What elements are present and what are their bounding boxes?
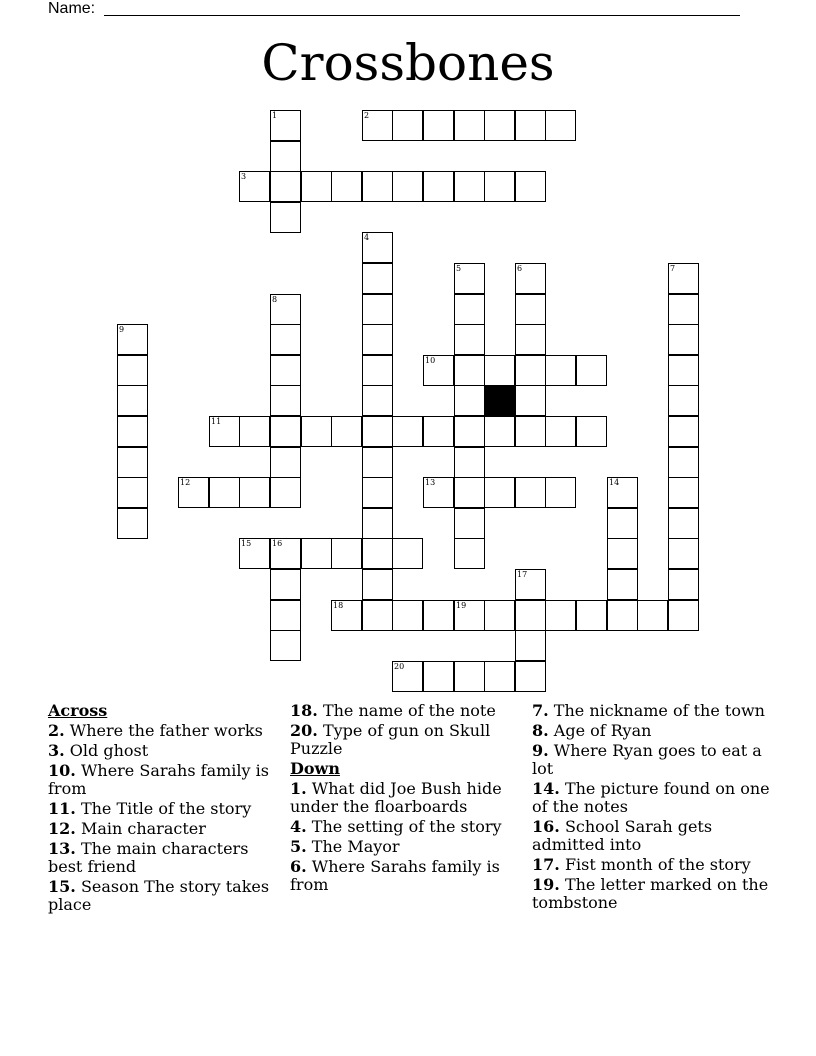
clue-number-7: 7	[670, 264, 676, 273]
grid-cell[interactable]	[392, 171, 423, 202]
grid-cell[interactable]	[545, 355, 576, 386]
clue-across-20: 20. Type of gun on Skull Puzzle	[290, 721, 491, 758]
grid-cell[interactable]	[239, 477, 270, 508]
grid-cell[interactable]	[117, 385, 148, 416]
grid-cell[interactable]	[454, 355, 485, 386]
grid-cell[interactable]	[362, 477, 393, 508]
clue-number-15: 15	[241, 539, 252, 548]
grid-cell[interactable]	[270, 171, 301, 202]
grid-cell[interactable]	[270, 447, 301, 478]
grid-cell[interactable]	[668, 477, 699, 508]
clue-number-13: 13	[425, 478, 436, 487]
grid-cell[interactable]	[362, 416, 393, 447]
clue-number-4: 4	[364, 233, 370, 242]
grid-cell[interactable]	[117, 324, 148, 355]
grid-cell[interactable]	[545, 110, 576, 141]
grid-cell[interactable]	[668, 569, 699, 600]
grid-cell[interactable]	[454, 447, 485, 478]
grid-cell[interactable]	[362, 324, 393, 355]
grid-cell[interactable]	[454, 416, 485, 447]
grid-cell[interactable]	[362, 110, 393, 141]
clue-number-9: 9	[119, 325, 125, 334]
grid-cell[interactable]	[515, 324, 546, 355]
grid-cell[interactable]	[454, 110, 485, 141]
clue-across-15: 15. Season The story takes place	[48, 877, 270, 914]
clue-number-2: 2	[364, 111, 370, 120]
clue-across-11: 11. The Title of the story	[48, 799, 252, 818]
page-title: Crossbones	[261, 34, 555, 92]
grid-cell[interactable]	[668, 416, 699, 447]
grid-cell[interactable]	[117, 355, 148, 386]
grid-cell[interactable]	[331, 538, 362, 569]
clue-number-16: 16	[272, 539, 283, 548]
clue-across-18: 18. The name of the note	[290, 701, 496, 720]
grid-cell[interactable]	[576, 600, 607, 631]
grid-cell[interactable]	[607, 569, 638, 600]
grid-cell[interactable]	[515, 416, 546, 447]
grid-cell[interactable]	[117, 508, 148, 539]
grid-cell[interactable]	[301, 171, 332, 202]
grid-cell[interactable]	[362, 263, 393, 294]
grid-cell[interactable]	[515, 294, 546, 325]
grid-cell[interactable]	[515, 385, 546, 416]
grid-cell[interactable]	[576, 416, 607, 447]
grid-cell[interactable]	[515, 630, 546, 661]
grid-cell[interactable]	[392, 416, 423, 447]
grid-cell[interactable]	[484, 416, 515, 447]
grid-cell[interactable]	[270, 416, 301, 447]
grid-cell[interactable]	[454, 171, 485, 202]
grid-cell[interactable]	[239, 416, 270, 447]
grid-cell[interactable]	[515, 477, 546, 508]
grid-cell[interactable]	[362, 385, 393, 416]
grid-cell[interactable]	[484, 110, 515, 141]
grid-cell[interactable]	[545, 477, 576, 508]
grid-cell[interactable]	[270, 630, 301, 661]
grid-cell[interactable]	[454, 508, 485, 539]
grid-cell[interactable]	[515, 355, 546, 386]
grid-cell[interactable]	[362, 171, 393, 202]
grid-cell[interactable]	[209, 416, 240, 447]
clue-down-19: 19. The letter marked on the tombstone	[532, 875, 769, 912]
clue-number-10: 10	[425, 356, 436, 365]
grid-cell[interactable]	[270, 110, 301, 141]
grid-cell[interactable]	[668, 385, 699, 416]
black-cell	[484, 385, 515, 416]
clue-across-3: 3. Old ghost	[48, 741, 149, 760]
grid-cell[interactable]	[301, 538, 332, 569]
clue-number-3: 3	[241, 172, 247, 181]
grid-cell[interactable]	[607, 600, 638, 631]
grid-cell[interactable]	[392, 600, 423, 631]
grid-cell[interactable]	[515, 263, 546, 294]
clue-down-5: 5. The Mayor	[290, 837, 400, 856]
grid-cell[interactable]	[454, 661, 485, 692]
name-label: Name:	[48, 0, 96, 17]
grid-cell[interactable]	[392, 661, 423, 692]
grid-cell[interactable]	[362, 508, 393, 539]
grid-cell[interactable]	[178, 477, 209, 508]
grid-cell[interactable]	[515, 110, 546, 141]
grid-cell[interactable]	[270, 477, 301, 508]
clue-number-12: 12	[180, 478, 191, 487]
name-field[interactable]	[48, 0, 748, 20]
grid-cell[interactable]	[668, 447, 699, 478]
clue-down-1: 1. What did Joe Bush hide under the floarboards	[290, 779, 502, 816]
clue-column-3	[532, 702, 772, 914]
grid-cell[interactable]	[454, 324, 485, 355]
grid-cell[interactable]	[545, 416, 576, 447]
clue-number-8: 8	[272, 295, 278, 304]
grid-cell[interactable]	[423, 110, 454, 141]
grid-cell[interactable]	[454, 294, 485, 325]
grid-cell[interactable]	[668, 600, 699, 631]
clue-down-7: 7. The nickname of the town	[532, 701, 765, 720]
grid-cell[interactable]	[270, 294, 301, 325]
grid-cell[interactable]	[270, 385, 301, 416]
grid-cell[interactable]	[668, 324, 699, 355]
grid-cell[interactable]	[392, 538, 423, 569]
grid-cell[interactable]	[484, 477, 515, 508]
grid-cell[interactable]	[668, 538, 699, 569]
grid-cell[interactable]	[117, 447, 148, 478]
clue-across-2: 2. Where the father works	[48, 721, 263, 740]
grid-cell[interactable]	[362, 569, 393, 600]
grid-cell[interactable]	[362, 600, 393, 631]
grid-cell[interactable]	[301, 416, 332, 447]
grid-cell[interactable]	[668, 294, 699, 325]
grid-cell[interactable]	[423, 600, 454, 631]
grid-cell[interactable]	[239, 538, 270, 569]
grid-cell[interactable]	[454, 385, 485, 416]
grid-cell[interactable]	[270, 600, 301, 631]
grid-cell[interactable]	[239, 171, 270, 202]
grid-cell[interactable]	[331, 416, 362, 447]
grid-cell[interactable]	[117, 477, 148, 508]
grid-cell[interactable]	[331, 600, 362, 631]
grid-cell[interactable]	[607, 538, 638, 569]
clue-column-2	[290, 702, 525, 896]
grid-cell[interactable]	[454, 600, 485, 631]
down-heading: Down	[290, 759, 340, 778]
grid-cell[interactable]	[117, 416, 148, 447]
grid-cell[interactable]	[423, 355, 454, 386]
grid-cell[interactable]	[607, 477, 638, 508]
grid-cell[interactable]	[331, 171, 362, 202]
grid-cell[interactable]	[668, 355, 699, 386]
clue-number-20: 20	[394, 662, 405, 671]
grid-cell[interactable]	[423, 477, 454, 508]
grid-cell[interactable]	[362, 232, 393, 263]
grid-cell[interactable]	[270, 538, 301, 569]
clue-down-16: 16. School Sarah gets admitted into	[532, 817, 713, 854]
grid-cell[interactable]	[484, 600, 515, 631]
clue-down-17: 17. Fist month of the story	[532, 855, 751, 874]
clue-number-19: 19	[456, 601, 467, 610]
clue-down-8: 8. Age of Ryan	[532, 721, 652, 740]
across-heading: Across	[48, 701, 108, 720]
name-underline	[104, 15, 740, 16]
grid-cell[interactable]	[637, 600, 668, 631]
grid-cell[interactable]	[515, 600, 546, 631]
grid-cell[interactable]	[270, 355, 301, 386]
clue-number-18: 18	[333, 601, 344, 610]
grid-cell[interactable]	[454, 538, 485, 569]
clue-number-17: 17	[517, 570, 528, 579]
grid-cell[interactable]	[668, 508, 699, 539]
clue-number-6: 6	[517, 264, 523, 273]
clue-number-5: 5	[456, 264, 462, 273]
clue-number-11: 11	[211, 417, 222, 426]
grid-cell[interactable]	[392, 110, 423, 141]
clue-across-13: 13. The main characters best friend	[48, 839, 249, 876]
grid-cell[interactable]	[484, 355, 515, 386]
grid-cell[interactable]	[607, 508, 638, 539]
grid-cell[interactable]	[668, 263, 699, 294]
clue-number-14: 14	[609, 478, 620, 487]
clue-column-1	[48, 702, 283, 916]
clue-across-10: 10. Where Sarahs family is from	[48, 761, 269, 798]
grid-cell[interactable]	[454, 477, 485, 508]
grid-cell[interactable]	[362, 447, 393, 478]
grid-cell[interactable]	[423, 416, 454, 447]
grid-cell[interactable]	[515, 171, 546, 202]
clue-down-6: 6. Where Sarahs family is from	[290, 857, 500, 894]
clue-number-1: 1	[272, 111, 278, 120]
clue-down-14: 14. The picture found on one of the notes	[532, 779, 770, 816]
clue-down-9: 9. Where Ryan goes to eat a lot	[532, 741, 762, 778]
grid-cell[interactable]	[362, 294, 393, 325]
grid-cell[interactable]	[576, 355, 607, 386]
clue-down-4: 4. The setting of the story	[290, 817, 502, 836]
grid-cell[interactable]	[209, 477, 240, 508]
clue-across-12: 12. Main character	[48, 819, 206, 838]
grid-cell[interactable]	[362, 538, 393, 569]
grid-cell[interactable]	[270, 569, 301, 600]
grid-cell[interactable]	[484, 171, 515, 202]
grid-cell[interactable]	[545, 600, 576, 631]
grid-cell[interactable]	[423, 661, 454, 692]
grid-cell[interactable]	[515, 661, 546, 692]
grid-cell[interactable]	[270, 324, 301, 355]
grid-cell[interactable]	[484, 661, 515, 692]
grid-cell[interactable]	[270, 141, 301, 172]
grid-cell[interactable]	[454, 263, 485, 294]
grid-cell[interactable]	[362, 355, 393, 386]
grid-cell[interactable]	[270, 202, 301, 233]
grid-cell[interactable]	[423, 171, 454, 202]
grid-cell[interactable]	[515, 569, 546, 600]
